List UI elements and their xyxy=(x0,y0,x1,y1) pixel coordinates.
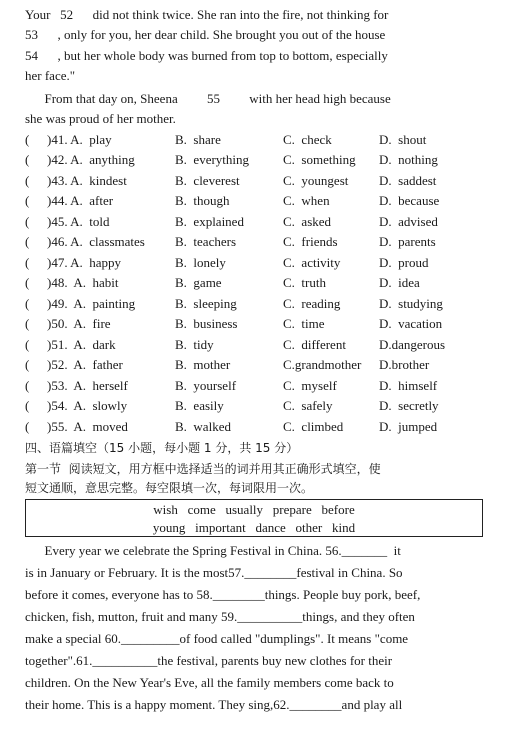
option-d: D. saddest xyxy=(379,173,437,188)
option-b: B. share xyxy=(175,132,221,147)
option-b: B. easily xyxy=(175,398,224,413)
option-b: B. yourself xyxy=(175,378,237,393)
passage2-line-6: together".61.__________the festival, parents buy new clothes for their xyxy=(25,653,393,668)
answer-paren: ( xyxy=(25,296,30,311)
answer-paren: ( xyxy=(25,398,30,413)
option-c: C. different xyxy=(283,337,346,352)
option-a: )45. A. told xyxy=(47,214,110,229)
option-d: D. nothing xyxy=(379,152,438,167)
word-bank-line-1: wish come usually prepare before xyxy=(153,502,355,517)
passage-line-2: 53 , only for you, her dear child. She brought you out of the house xyxy=(25,27,386,42)
section-instruction-2: 短文通顺，意思完整。每空限填一次，每词限用一次。 xyxy=(25,481,314,495)
option-c: C. climbed xyxy=(283,419,344,434)
option-b: B. though xyxy=(175,193,230,208)
option-c: C. youngest xyxy=(283,173,349,188)
option-a: )44. A. after xyxy=(47,193,114,208)
option-a: )51. A. dark xyxy=(47,337,116,352)
option-b: B. teachers xyxy=(175,234,237,249)
option-d: D. parents xyxy=(379,234,436,249)
passage-line-6: she was proud of her mother. xyxy=(25,111,176,126)
option-c: C. myself xyxy=(283,378,337,393)
passage2-line-8: their home. This is a happy moment. They sing,62.________and play all xyxy=(25,697,403,712)
answer-paren: ( xyxy=(25,132,30,147)
option-d: D. shout xyxy=(379,132,427,147)
option-d: D. vacation xyxy=(379,316,443,331)
option-c: C. asked xyxy=(283,214,332,229)
passage2-line-2: is in January or February. It is the most57.________festival in China. So xyxy=(25,565,403,580)
option-d: D. proud xyxy=(379,255,429,270)
passage2-line-7: children. On the New Year's Eve, all the family members come back to xyxy=(25,675,394,690)
answer-paren: ( xyxy=(25,214,30,229)
answer-paren: ( xyxy=(25,337,30,352)
option-c: C. activity xyxy=(283,255,341,270)
option-a: )49. A. painting xyxy=(47,296,136,311)
option-b: B. cleverest xyxy=(175,173,240,188)
option-b: B. everything xyxy=(175,152,250,167)
section-instruction-1: 第一节 阅读短文，用方框中选择适当的词并用其正确形式填空，使 xyxy=(25,462,381,476)
option-c: C. truth xyxy=(283,275,326,290)
option-a: )50. A. fire xyxy=(47,316,111,331)
word-bank-box xyxy=(25,499,483,537)
option-c: C. friends xyxy=(283,234,338,249)
option-d: D.dangerous xyxy=(379,337,446,352)
answer-paren: ( xyxy=(25,234,30,249)
option-d: D.brother xyxy=(379,357,430,372)
option-a: )48. A. habit xyxy=(47,275,119,290)
option-b: B. mother xyxy=(175,357,231,372)
option-a: )53. A. herself xyxy=(47,378,128,393)
option-d: D. jumped xyxy=(379,419,438,434)
option-a: )43. A. kindest xyxy=(47,173,127,188)
passage-line-4: her face." xyxy=(25,68,76,83)
answer-paren: ( xyxy=(25,275,30,290)
option-b: B. game xyxy=(175,275,222,290)
passage-line-5: From that day on, Sheena 55 with her head high because xyxy=(25,91,391,106)
word-bank-line-2: young important dance other kind xyxy=(152,520,356,535)
option-d: D. secretly xyxy=(379,398,439,413)
option-d: D. studying xyxy=(379,296,443,311)
passage-line-1: Your 52 did not think twice. She ran into the fire, not thinking for xyxy=(25,7,389,22)
answer-paren: ( xyxy=(25,255,30,270)
option-d: D. idea xyxy=(379,275,420,290)
option-c: C. time xyxy=(283,316,325,331)
passage2-line-3: before it comes, everyone has to 58.________things. People buy pork, beef, xyxy=(25,587,421,602)
answer-paren: ( xyxy=(25,357,30,372)
passage2-line-5: make a special 60._________of food called "dumplings". It means "come xyxy=(25,631,409,646)
passage2-line-4: chicken, fish, mutton, fruit and many 59.__________things, and they often xyxy=(25,609,415,624)
answer-paren: ( xyxy=(25,316,30,331)
answer-paren: ( xyxy=(25,193,30,208)
option-b: B. tidy xyxy=(175,337,214,352)
section-heading: 四、语篇填空（15 小题，每小题 1 分，共 15 分） xyxy=(25,441,299,455)
option-a: )54. A. slowly xyxy=(47,398,128,413)
answer-paren: ( xyxy=(25,152,30,167)
option-c: C. safely xyxy=(283,398,333,413)
option-d: D. himself xyxy=(379,378,438,393)
option-a: )55. A. moved xyxy=(47,419,128,434)
option-c: C.grandmother xyxy=(283,357,362,372)
option-c: C. reading xyxy=(283,296,341,311)
option-a: )41. A. play xyxy=(47,132,112,147)
option-d: D. advised xyxy=(379,214,438,229)
answer-paren: ( xyxy=(25,378,30,393)
answer-paren: ( xyxy=(25,173,30,188)
option-c: C. something xyxy=(283,152,356,167)
option-b: B. explained xyxy=(175,214,244,229)
option-b: B. lonely xyxy=(175,255,226,270)
option-a: )52. A. father xyxy=(47,357,123,372)
option-c: C. check xyxy=(283,132,332,147)
option-a: )42. A. anything xyxy=(47,152,135,167)
option-b: B. walked xyxy=(175,419,231,434)
option-a: )46. A. classmates xyxy=(47,234,145,249)
passage2-line-1: Every year we celebrate the Spring Festival in China. 56._______ it xyxy=(25,543,401,558)
option-c: C. when xyxy=(283,193,330,208)
passage-line-3: 54 , but her whole body was burned from top to bottom, especially xyxy=(25,48,388,63)
answer-paren: ( xyxy=(25,419,30,434)
option-b: B. business xyxy=(175,316,238,331)
option-b: B. sleeping xyxy=(175,296,237,311)
option-d: D. because xyxy=(379,193,440,208)
option-a: )47. A. happy xyxy=(47,255,122,270)
